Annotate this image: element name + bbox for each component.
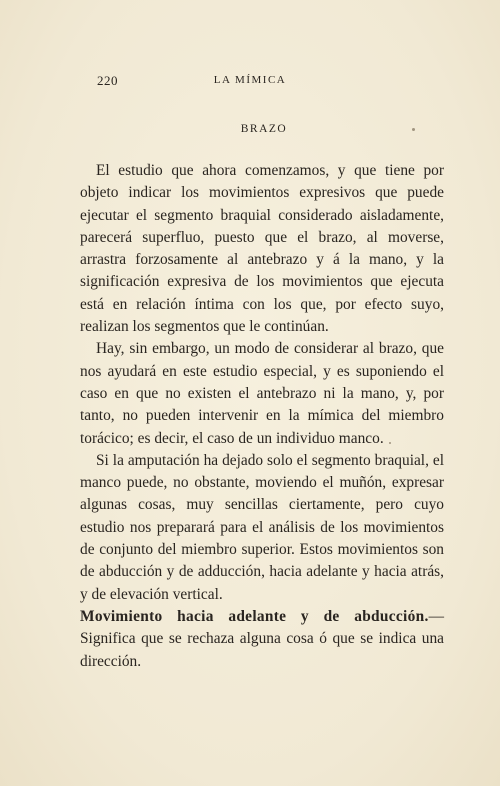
section-title: BRAZO	[240, 123, 288, 135]
running-title: LA MÍMICA	[213, 74, 287, 86]
paragraph: El estudio que ahora comenzamos, y que tiene por objeto indicar los movimientos expresivos que puede ejecutar el segmento braquial considerado aisladamente, parecerá superfluo, puesto que el brazo, al moverse, arrastra forzosamente al antebrazo y á la mano, y la significación expresiva de los movimientos que ejecuta está en relación íntima con los que, por efecto suyo, realizan los segmentos que le continúan.	[80, 162, 444, 336]
paper-speck	[412, 128, 415, 131]
page-number: 220	[97, 73, 118, 88]
paper-speck	[389, 442, 391, 444]
subsection-text: —Significa que se rechaza alguna cosa ó que se indica una dirección.	[80, 607, 444, 670]
subsection-paragraph	[80, 606, 444, 673]
body-text	[80, 160, 444, 673]
running-head	[0, 73, 500, 91]
paragraph: Si la amputación ha dejado solo el segmento braquial, el manco puede, no obstante, moviendo el muñón, expresar algunas cosas, muy sencillas ciertamente, pero cuyo estudio nos preparará para el análisis de los movimientos de conjunto del miembro superior. Estos movimientos son de abducción y de adducción, hacia adelante y hacia atrás, y de elevación vertical.	[80, 451, 444, 603]
paragraph: Hay, sin embargo, un modo de considerar al brazo, que nos ayudará en este estudio especial, y es suponiendo el caso en que no existen el antebrazo ni la mano, y, por tanto, no pueden intervenir en la mímica del miembro torácico; es decir, el caso de un individuo manco.	[80, 340, 444, 447]
subsection-heading: Movimiento hacia adelante y de abducción.	[80, 607, 429, 625]
